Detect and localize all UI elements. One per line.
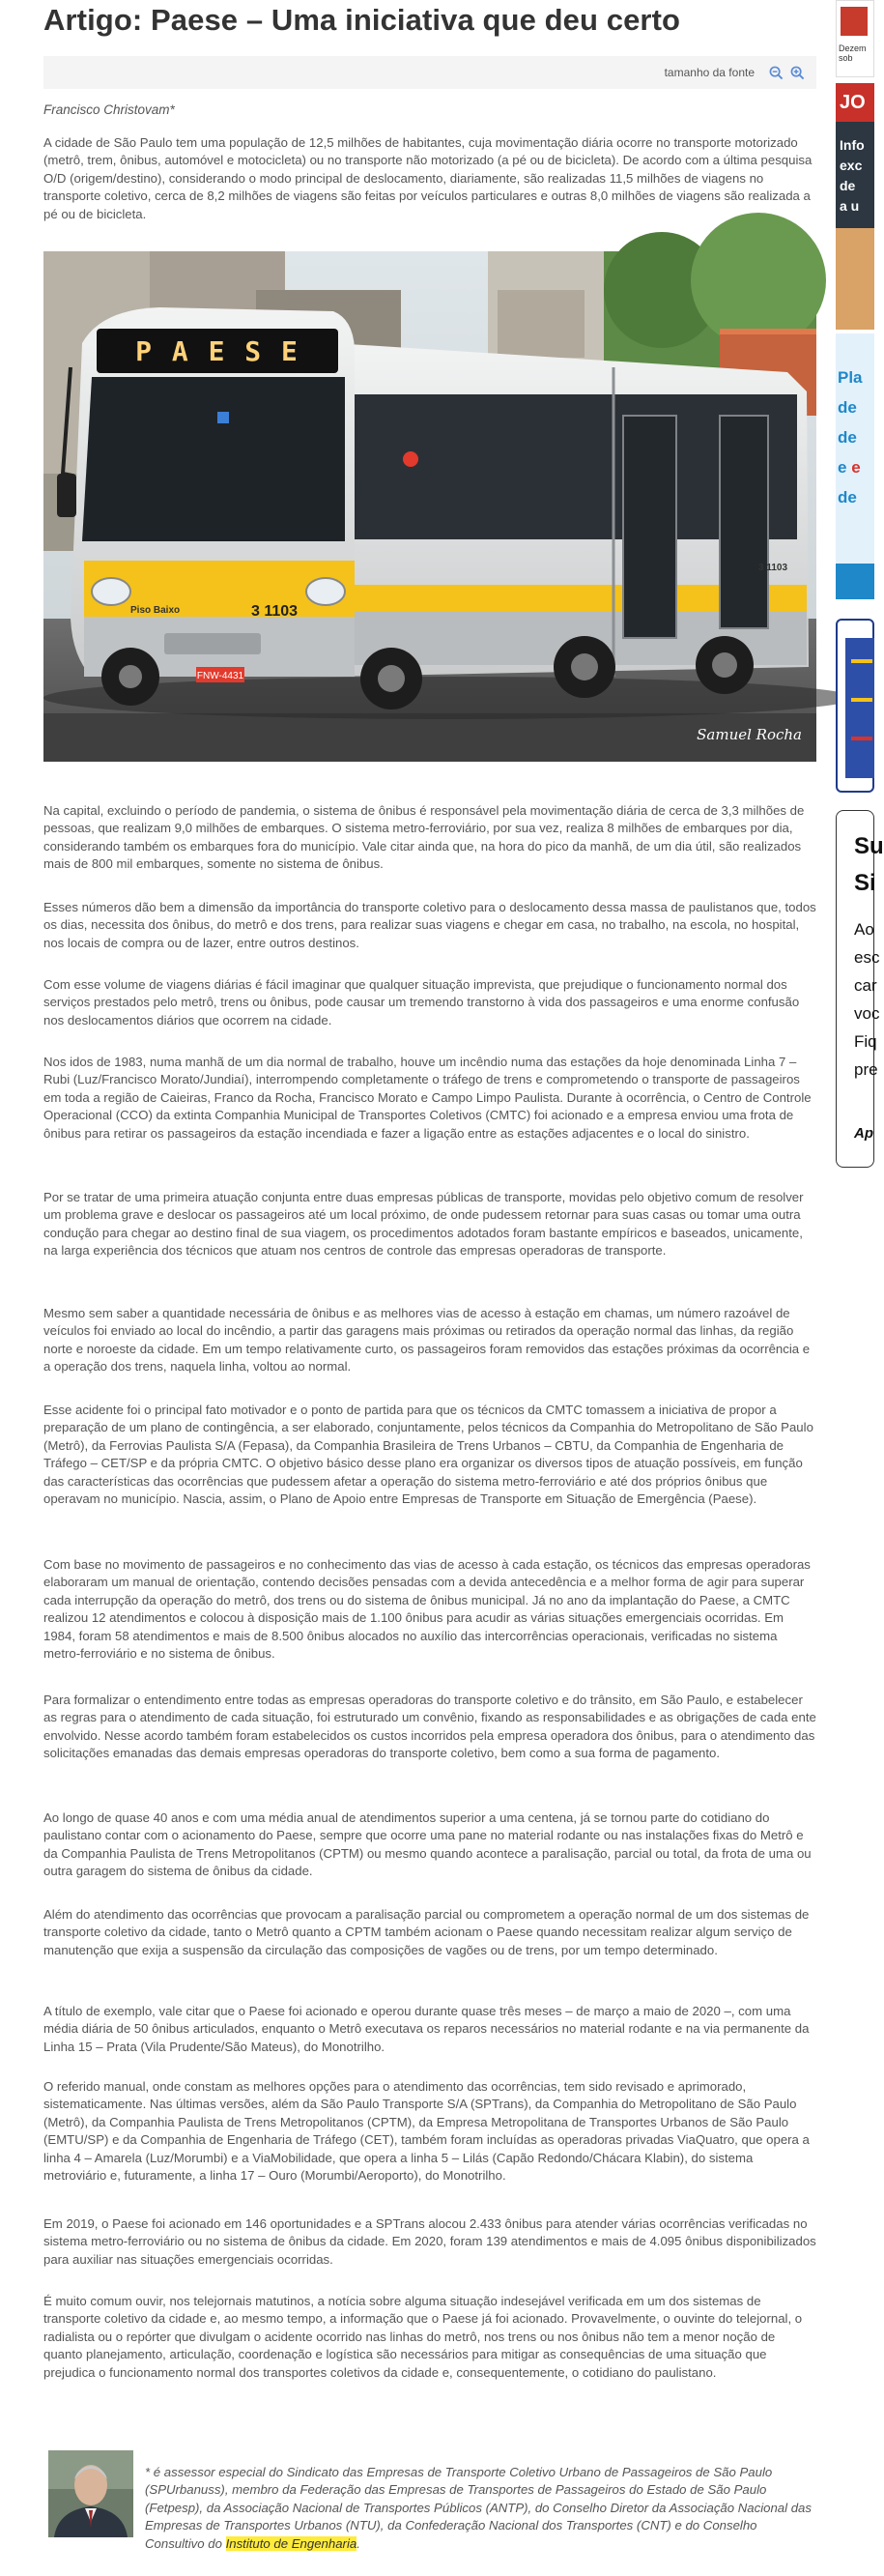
bus-fleet-number: 3 1103 bbox=[758, 563, 788, 573]
article-paragraph: Além do atendimento das ocorrências que provocam a paralisação parcial ou comprometem a operação normal de um dos sistemas de transporte coletivo da cidade, tanto o Metrô quanto a CPTM também acionam o Paese quando necessitam realizar algum serviço de manutenção que exija a suspensão da circulação das composições de vagões ou de trens, por um tempo determinado. bbox=[43, 1907, 810, 1957]
bus-photo bbox=[43, 251, 816, 762]
banner-1-line: Dezem bbox=[839, 43, 867, 53]
banner-2-image bbox=[836, 228, 874, 330]
sidebar-banner-3[interactable] bbox=[836, 333, 874, 599]
author-photo bbox=[48, 2450, 133, 2537]
banner-2-line: de bbox=[840, 178, 856, 193]
banner-2-heading: JO bbox=[836, 83, 874, 122]
banner-5-line: Fiq bbox=[854, 1032, 877, 1051]
article-paragraph: Para formalizar o entendimento entre todas as empresas operadoras do transporte coletivo e do trânsito, em São Paulo, e estabelecer as regras para o atendimento de cada situação, foi estruturado um convênio, fixando as responsabilidades e as obrigações de cada ente envolvido. Nesse acordo também foram estabelecidos os custos incorridos pela empresa operadora dos ônibus, para o atendimento das solicitações emanadas das demais empresas operadoras do transporte coletivo, bem como a sua forma de pagamento. bbox=[43, 1693, 816, 1761]
article-paragraph: Mesmo sem saber a quantidade necessária de ônibus e as melhores vias de acesso à estação em chamas, um número razoável de veículos foi enviado ao local do incêndio, a partir das garagens mais próximas ou retirados da operação normal das linhas, da região norte e noroeste da cidade. Em um tempo relativamente curto, os passageiros foram removidos das estações próximas da ocorrência e a operação dos trens, naquela linha, voltou ao normal. bbox=[43, 1306, 811, 1375]
banner-5-logo: Ap bbox=[854, 1125, 873, 1142]
banner-3-line: de bbox=[838, 398, 857, 417]
banner-2-line: Info bbox=[840, 137, 865, 153]
font-size-bar bbox=[43, 56, 816, 89]
banner-2-line: a u bbox=[840, 198, 860, 214]
banner-5-line: Ao bbox=[854, 920, 874, 939]
banner-5-line: pre bbox=[854, 1060, 878, 1079]
banner-1-image bbox=[841, 7, 868, 36]
article-title: Artigo: Paese – Uma iniciativa que deu certo bbox=[43, 3, 681, 37]
article-paragraph: É muito comum ouvir, nos telejornais matutinos, a notícia sobre alguma situação indesejável verificada em um dos sistemas de transporte coletivo da cidade e, ao mesmo tempo, a informação que o Paese já foi acionado. Provavelmente, o ouvinte do telejornal, o radialista ou o repórter que divulgam o acidente ocorrido nas linhas do metrô, nos trens ou nos ônibus não tem a menor noção de quanto planejamento, articulação, coordenação e logística são necessários para mitigar as consequências de uma situação que prejudica o funcionamento normal dos transportes coletivos da cidade e, consequentemente, o cotidiano do paulistano. bbox=[43, 2294, 803, 2380]
zoom-out-icon[interactable] bbox=[766, 63, 785, 82]
article-paragraph: Ao longo de quase 40 anos e com uma média anual de atendimentos superior a uma centena, já se tornou parte do cotidiano do paulistano contar com o acionamento do Paese, sempre que ocorre uma pane no material rodante ou nas instalações fixas do Metrô e da Companhia Paulista de Trens Metropolitanos (CPTM) ou mesmo quando acontece a paralisação, parcial ou total, da frota de uma ou outra garagem do sistema de ônibus da cidade. bbox=[43, 1810, 812, 1879]
bus-destination-sign: P A E S E bbox=[135, 335, 299, 367]
banner-2-line: exc bbox=[840, 158, 863, 173]
bus-route-number: 3 1103 bbox=[251, 603, 299, 620]
banner-3-footer bbox=[836, 564, 874, 599]
article-paragraph: O referido manual, onde constam as melhores opções para o atendimento das ocorrências, tem sido revisado e aprimorado, sistematicamente. Nas últimas versões, além da São Paulo Transporte S/A (SPTrans), da Companhia do Metropolitano de São Paulo (Metrô), da Companhia Paulista de Trens Metropolitanos (CPTM), da Empresa Metropolitana de Transportes Urbanos de São Paulo (EMTU/SP) e da Companhia de Engenharia de Tráfego (CET), também foram incluídas as operadoras privadas ViaQuatro, que opera a linha 4 – Amarela (Luz/Morumbi) e a ViaMobilidade, que opera a linha 5 – Lilás (Capão Redondo/Chácara Klabin), do sistema metroviário e, futuramente, a linha 17 – Ouro (Morumbi/Aeroporto), do Monotrilho. bbox=[43, 2079, 810, 2184]
banner-3-line: de bbox=[838, 488, 857, 507]
banner-5-line: voc bbox=[854, 1004, 880, 1023]
article-paragraph: Na capital, excluindo o período de pandemia, o sistema de ônibus é responsável pela movimentação diária de cerca de 3,3 milhões de pessoas, que realizam 9,0 milhões de embarques. O sistema metro-ferroviário, por sua vez, realiza 8 milhões de embarques por dia, considerando também os embarques fora do município. Vale citar ainda que, na hora do pico da manhã, de um dia útil, são realizados mais de 800 mil embarques, somente no sistema de ônibus. bbox=[43, 803, 805, 872]
article-paragraph: Com base no movimento de passageiros e no conhecimento das vias de acesso à cada estação, os técnicos das empresas operadoras elaboraram um manual de orientação, contendo decisões pensadas com a devida antecedência e a melhor forma de agir para superar cada interrupção da operação do metrô, dos trens ou do sistema de ônibus municipal. Já no ano da implantação do Paese, a CMTC realizou 12 atendimentos e colocou à disposição mais de 1.100 ônibus para acudir as várias situações emergenciais ocorridas. Em 1984, foram 58 atendimentos e mais de 8.500 ônibus alocados no auxílio das intercorrências operacionais, verificadas no sistema metro-ferroviário e no sistema de ônibus. bbox=[43, 1557, 811, 1662]
article-author: Francisco Christovam* bbox=[43, 102, 175, 117]
banner-5-line: esc bbox=[854, 948, 880, 967]
font-size-label: tamanho da fonte bbox=[664, 66, 755, 79]
bio-end: . bbox=[356, 2535, 360, 2551]
author-bio bbox=[48, 2450, 812, 2566]
banner-5-line: Su bbox=[854, 833, 884, 859]
article-paragraph: Esses números dão bem a dimensão da importância do transporte coletivo para o deslocamento dessa massa de paulistanos que, todos os dias, necessita dos ônibus, do metrô e dos trens, para realizar suas viagens e chegar em casa, no trabalho, na escola, no hospital, nos locais de compra ou de lazer, entre outros destinos. bbox=[43, 900, 816, 950]
article-paragraph: Em 2019, o Paese foi acionado em 146 oportunidades e a SPTrans alocou 2.433 ônibus para atender várias ocorrências verificadas no sistema metro-ferroviário ou no sistema de ônibus da cidade. Em 2020, foram 139 atendimentos e mais de 4.095 ônibus disponibilizados para auxiliar nas situações emergenciais ocorridas. bbox=[43, 2216, 816, 2267]
banner-5-line: Si bbox=[854, 870, 876, 896]
banner-3-line: Pla bbox=[838, 368, 863, 387]
sidebar-banner-4[interactable] bbox=[836, 619, 874, 793]
article-paragraph: Nos idos de 1983, numa manhã de um dia normal de trabalho, houve um incêndio numa das estações da hoje denominada Linha 7 – Rubi (Luz/Francisco Morato/Jundiaí), interrompendo completamente o tráfego de trens e comprometendo o transporte de passageiros em toda a região de Caieiras, Franco da Rocha, Francisco Morato e Campo Limpo Paulista. Durante à ocorrência, o Centro de Controle Operacional (CCO) da extinta Companhia Municipal de Transportes Coletivos (CMTC) foi acionado e a empresa enviou uma frota de ônibus para retirar os passageiros da estação incendiada e fazer a ligação entre as estações adjacentes e o local do sinistro. bbox=[43, 1055, 812, 1141]
bus-plate: FNW-4431 bbox=[196, 671, 244, 681]
banner-3-red: e bbox=[851, 458, 861, 477]
banner-1-line: sob bbox=[839, 53, 853, 63]
article-paragraph: Por se tratar de uma primeira atuação conjunta entre duas empresas públicas de transporte, movidas pelo objetivo comum de resolver um problema grave e deslocar os passageiros até um local próximo, de onde pudessem retornar para suas casas ou tomar uma outra condução para chegar ao destino final de sua viagem, os procedimentos adotados foram bastante empíricos e baseados, unicamente, na larga experiência dos técnicos que atuam nos centros de controle das empresas operadoras de transporte. bbox=[43, 1190, 804, 1259]
article-paragraph: Esse acidente foi o principal fato motivador e o ponto de partida para que os técnicos da CMTC tomassem a iniciativa de propor a preparação de um plano de contingência, a ser elaborado, conjuntamente, pelos técnicos da Companhia do Metropolitano de São Paulo (Metrô), da Ferrovias Paulista S/A (Fepasa), da Companhia Brasileira de Trens Urbanos – CBTU, da Companhia de Engenharia de Tráfego – CET/SP e da própria CMTC. O objetivo básico desse plano era organizar os diversos tipos de atuação possíveis, em função das características das ocorrências que pudessem afetar a operação do sistema metro-ferroviário e até dos próprios ônibus que operavam no município. Nascia, assim, o Plano de Apoio entre Empresas de Transporte em Situação de Emergência (Paese). bbox=[43, 1403, 813, 1507]
sidebar-banner-5[interactable] bbox=[836, 810, 884, 1168]
instituto-link[interactable]: Instituto de Engenharia bbox=[225, 2535, 357, 2551]
article-paragraph: A título de exemplo, vale citar que o Paese foi acionado e operou durante quase três meses – de março a maio de 2020 –, com uma média diária de 50 ônibus articulados, enquanto o Metrô executava os reparos necessários no material rodante e na via permanente da Linha 15 – Prata (Vila Prudente/São Mateus), do Monotrilho. bbox=[43, 2004, 810, 2054]
bus-route-name: Piso Baixo bbox=[130, 605, 181, 616]
photo-credit: Samuel Rocha bbox=[697, 726, 802, 743]
article-paragraph: Com esse volume de viagens diárias é fácil imaginar que qualquer situação imprevista, que prejudique o funcionamento normal dos serviços prestados pelo metrô, trens ou ônibus, pode causar um tremendo transtorno à vida dos passageiros e uma enorme confusão nos deslocamentos diários que ocorrem na cidade. bbox=[43, 977, 800, 1028]
sidebar-banner-2[interactable] bbox=[836, 83, 874, 330]
banner-5-line: car bbox=[854, 976, 877, 995]
author-bio-text bbox=[145, 2464, 812, 2553]
article-photo bbox=[43, 251, 816, 762]
sidebar-banner-1[interactable] bbox=[836, 0, 874, 77]
banner-3-line: e bbox=[838, 458, 852, 477]
bio-body: * é assessor especial do Sindicato das Empresas de Transporte Coletivo Urbano de Passageiros de São Paulo (SPUrbanuss), membro da Federação das Empresas de Transportes de Passageiros do Estado de São Paulo (Fetpesp), da Associação Nacional de Transportes Públicos (ANTP), do Conselho Diretor da Associação Nacional das Empresas de Transportes Urbanos (NTU), da Confederação Nacional dos Transportes (CNT) e do Conselho Consultivo do bbox=[145, 2465, 812, 2551]
article bbox=[43, 0, 816, 2551]
article-intro: A cidade de São Paulo tem uma população de 12,5 milhões de habitantes, cuja movimentação diária ocorre no transporte motorizado (metrô, trem, ônibus, automóvel e motocicleta) ou no transporte não motorizado (a pé ou de bicicleta). De acordo com a última pesquisa O/D (origem/destino), considerando o modo principal de deslocamento, diariamente, são realizadas 11,5 milhões de viagens no transporte coletivo, cerca de 8,2 milhões de viagens são feitas por veículos particulares e outras 8,0 milhões de viagens são realizada a pé ou de bicicleta. bbox=[43, 135, 813, 221]
zoom-in-icon[interactable] bbox=[787, 63, 807, 82]
banner-3-line: de bbox=[838, 428, 857, 447]
